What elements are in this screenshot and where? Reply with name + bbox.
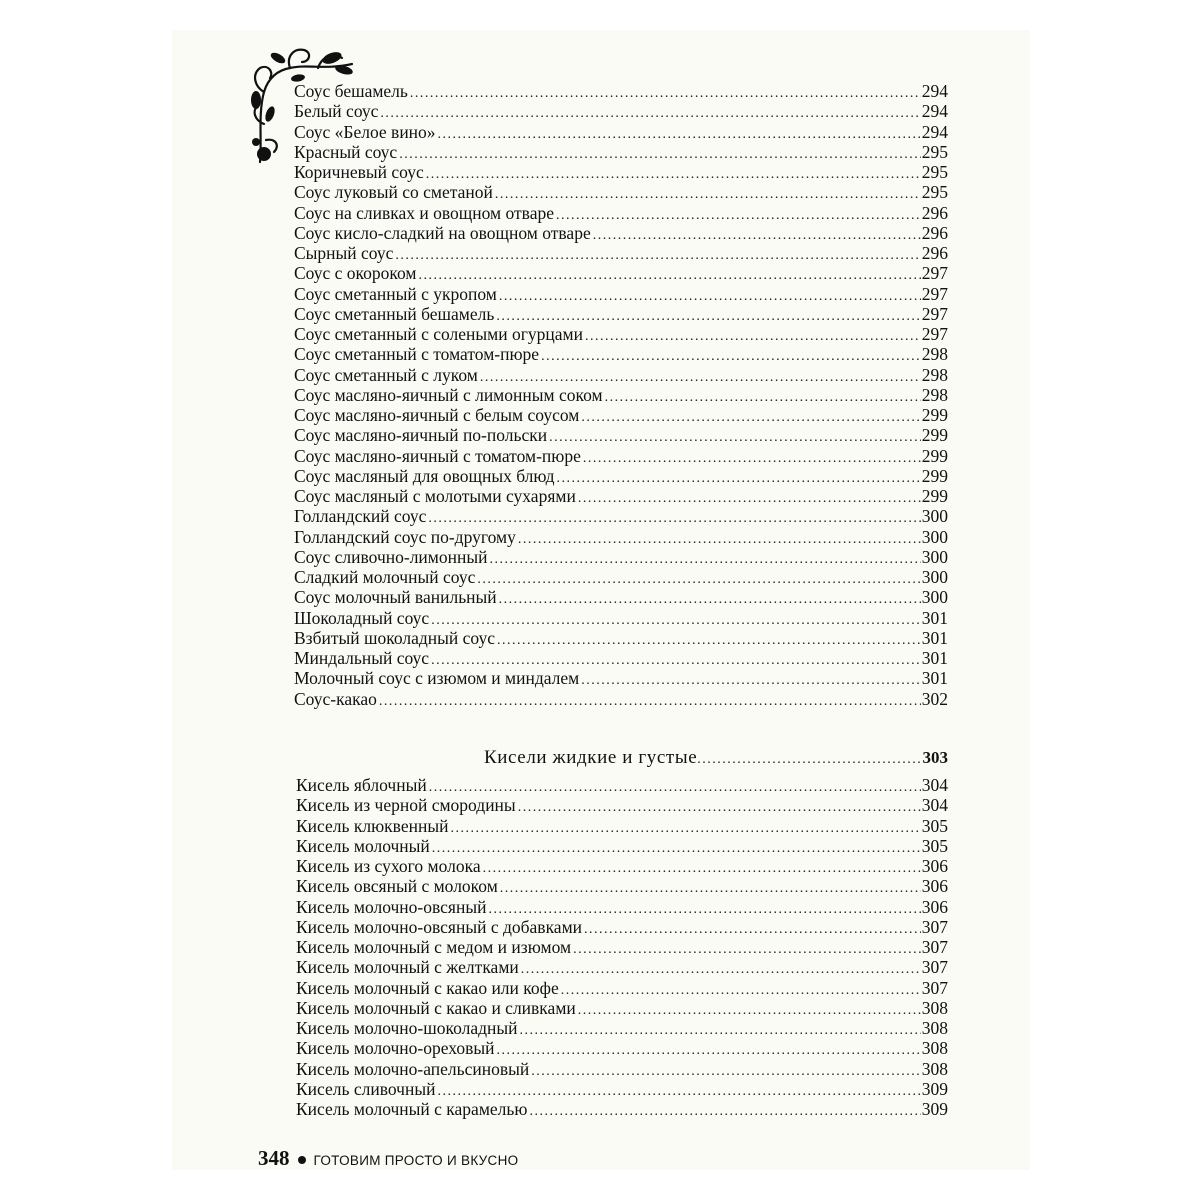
leader-dots	[380, 104, 920, 124]
toc-entry-page: 296	[921, 202, 948, 223]
toc-entry	[296, 1018, 948, 1038]
toc-entry	[296, 836, 948, 856]
toc-entry-title: Кисель молочный с карамелью	[296, 1099, 528, 1119]
toc-entry	[296, 876, 948, 896]
toc-entry	[294, 628, 948, 648]
toc-entry	[294, 284, 948, 304]
leader-dots	[584, 920, 921, 940]
leader-dots	[438, 125, 921, 145]
leader-dots	[541, 347, 921, 367]
toc-entry	[294, 223, 948, 243]
toc-entry	[294, 527, 948, 547]
leader-dots	[605, 388, 921, 408]
toc-entry	[294, 304, 948, 324]
toc-entry	[294, 101, 948, 121]
toc-entry	[294, 162, 948, 182]
toc-entry-page: 305	[921, 835, 948, 856]
toc-entry-title: Кисель молочный с медом и изюмом	[296, 937, 572, 957]
toc-entry-page: 294	[921, 101, 948, 122]
toc-entry-title: Кисель молочно-апельсиновый	[296, 1058, 530, 1079]
toc-entry	[294, 608, 948, 628]
toc-entry-page: 297	[921, 263, 948, 284]
leader-dots	[477, 570, 920, 590]
toc-entry-page: 294	[921, 121, 948, 142]
toc-entry-title: Миндальный соус	[294, 648, 430, 668]
toc-entry	[296, 1079, 948, 1099]
toc-entry-title: Соус масляно-яичный по-польски	[294, 425, 548, 446]
toc-entry	[294, 466, 948, 486]
toc-entry-title: Соус сметанный с томатом-пюре	[294, 344, 540, 365]
toc-entry	[296, 998, 948, 1018]
leader-dots	[697, 752, 922, 768]
leader-dots	[500, 879, 921, 899]
toc-entry-title: Кисель сливочный	[296, 1078, 436, 1099]
toc-entry-page: 307	[921, 977, 948, 998]
toc-entry-title: Соус кисло-сладкий на овощном отваре	[294, 222, 591, 243]
toc-entry-title: Кисель молочный с желтками	[296, 957, 519, 978]
toc-entry-page: 295	[921, 141, 948, 162]
toc-entry-page: 295	[921, 162, 948, 182]
toc-entry	[296, 1059, 948, 1079]
running-title: ГОТОВИМ ПРОСТО И ВКУСНО	[313, 1153, 519, 1168]
toc-entry	[294, 689, 948, 709]
leader-dots	[410, 84, 921, 104]
toc-entry	[294, 425, 948, 445]
toc-entry-title: Соус масляный для овощных блюд	[294, 465, 555, 486]
leader-dots	[578, 1001, 921, 1021]
toc-entry	[296, 978, 948, 998]
toc-entry-title: Кисель молочно-овсяный	[296, 896, 487, 917]
leader-dots	[531, 1062, 920, 1082]
toc-entry-page: 300	[921, 546, 948, 567]
toc-entry-title: Кисель молочно-ореховый	[296, 1038, 495, 1059]
leader-dots	[489, 550, 920, 570]
book-page	[172, 30, 1030, 1170]
leader-dots	[573, 940, 921, 960]
leader-dots	[497, 631, 921, 651]
toc-entry	[294, 81, 948, 101]
toc-entry-page: 296	[921, 243, 948, 263]
toc-entry-page: 295	[921, 182, 948, 203]
toc-entry-title: Соус сметанный с луком	[294, 364, 478, 385]
toc-entry-page: 300	[921, 526, 948, 547]
toc-entry-page: 302	[921, 688, 948, 709]
toc-entry-page: 300	[921, 587, 948, 608]
toc-entry-title: Соус масляно-яичный с лимонным соком	[294, 384, 603, 405]
toc-entry-page: 301	[921, 648, 948, 668]
toc-entry-page: 298	[921, 364, 948, 385]
toc-entry-page: 306	[921, 876, 948, 897]
toc-entry-title: Соус сметанный бешамель	[294, 303, 495, 324]
leader-dots	[585, 327, 921, 347]
toc-entry-page: 301	[921, 627, 948, 648]
toc-entry-title: Кисель овсяный с молоком	[296, 876, 498, 897]
leader-dots	[581, 671, 921, 691]
toc-entry-title: Кисель молочный	[296, 835, 430, 856]
toc-entry	[294, 587, 948, 607]
toc-entry	[294, 122, 948, 142]
toc-entry-page: 299	[921, 405, 948, 425]
toc-entry	[294, 648, 948, 668]
toc-entry	[294, 486, 948, 506]
toc-entry	[296, 917, 948, 937]
toc-entry-title: Соус масляный с молотыми сухарями	[294, 486, 576, 506]
leader-dots	[483, 859, 921, 879]
toc-entry	[296, 775, 948, 795]
toc-entry-title: Голландский соус	[294, 506, 427, 527]
toc-entry	[294, 547, 948, 567]
leader-dots	[549, 428, 921, 448]
toc-entry-title: Красный соус	[294, 141, 398, 162]
toc-entry-title: Белый соус	[294, 101, 379, 122]
toc-entry-page: 300	[921, 567, 948, 587]
toc-entry-page: 297	[921, 283, 948, 304]
toc-entry	[294, 203, 948, 223]
toc-entry-title: Молочный соус с изюмом и миндалем	[294, 668, 580, 689]
leader-dots	[556, 206, 921, 226]
toc-entry-page: 309	[921, 1078, 948, 1099]
leader-dots	[518, 798, 921, 818]
leader-dots	[399, 145, 921, 165]
toc-entry	[296, 957, 948, 977]
toc-entry-page: 309	[921, 1099, 948, 1119]
toc-entry	[294, 324, 948, 344]
toc-entry	[294, 506, 948, 526]
leader-dots	[529, 1102, 920, 1122]
toc-entry-title: Соус луковый со сметаной	[294, 182, 493, 203]
toc-entry-title: Голландский соус по-другому	[294, 526, 516, 547]
toc-entry-page: 308	[921, 1058, 948, 1079]
bullet-icon	[298, 1156, 306, 1164]
toc-entry	[296, 1038, 948, 1058]
toc-entry	[296, 856, 948, 876]
toc-entry-title: Кисель молочный с какао или кофе	[296, 977, 559, 998]
toc-entry-page: 301	[921, 607, 948, 628]
leader-dots	[581, 408, 920, 428]
page-number: 348	[258, 1146, 290, 1170]
leader-dots	[379, 692, 921, 712]
leader-dots	[495, 185, 921, 205]
leader-dots	[450, 819, 920, 839]
leader-dots	[499, 590, 921, 610]
leader-dots	[561, 981, 921, 1001]
toc-entry-title: Кисель из черной смородины	[296, 795, 516, 816]
toc-entry	[294, 365, 948, 385]
toc-entry	[296, 795, 948, 815]
toc-entry	[294, 567, 948, 587]
toc-entry-page: 300	[921, 506, 948, 527]
toc-entry-page: 299	[921, 445, 948, 466]
leader-dots	[432, 839, 921, 859]
toc-entry-page: 304	[921, 795, 948, 816]
toc-list-sauces	[294, 81, 948, 709]
leader-dots	[578, 489, 921, 509]
toc-entry-page: 306	[921, 896, 948, 917]
toc-entry	[294, 405, 948, 425]
toc-entry-title: Соус бешамель	[294, 81, 408, 101]
leader-dots	[497, 1041, 921, 1061]
toc-entry	[294, 668, 948, 688]
toc-entry-page: 304	[921, 775, 948, 795]
toc-list-kissels	[296, 775, 948, 1119]
toc-entry-title: Сладкий молочный соус	[294, 567, 476, 587]
toc-entry-page: 299	[921, 425, 948, 446]
toc-entry	[296, 1099, 948, 1119]
toc-entry-title: Шоколадный соус	[294, 607, 430, 628]
toc-entry	[296, 937, 948, 957]
leader-dots	[557, 469, 921, 489]
toc-entry-title: Соус масляно-яичный с томатом-пюре	[294, 445, 581, 466]
toc-entry-title: Соус масляно-яичный с белым соусом	[294, 405, 580, 425]
toc-entry-page: 307	[921, 937, 948, 957]
toc-entry	[294, 446, 948, 466]
toc-entry-page: 306	[921, 856, 948, 876]
toc-entry-page: 307	[921, 916, 948, 937]
leader-dots	[583, 449, 921, 469]
toc-entry	[294, 182, 948, 202]
toc-entry-title: Кисель из сухого молока	[296, 856, 481, 876]
toc-entry	[294, 243, 948, 263]
toc-entry-page: 297	[921, 324, 948, 344]
toc-entry-title: Соус с окороком	[294, 263, 417, 284]
section-title: Кисели жидкие и густые	[484, 747, 698, 768]
toc-entry	[296, 897, 948, 917]
toc-entry-page: 308	[921, 1038, 948, 1059]
toc-entry-page: 298	[921, 384, 948, 405]
section-heading	[484, 747, 948, 771]
toc-entry-title: Соус «Белое вино»	[294, 121, 436, 142]
toc-entry-page: 308	[921, 997, 948, 1018]
toc-entry-title: Сырный соус	[294, 243, 394, 263]
toc-entry	[294, 344, 948, 364]
toc-entry-page: 296	[921, 222, 948, 243]
leader-dots	[521, 960, 921, 980]
toc-entry	[294, 385, 948, 405]
toc-entry-title: Соус сливочно-лимонный	[294, 546, 488, 567]
leader-dots	[520, 1021, 921, 1041]
toc-entry-title: Соус сметанный с солеными огурцами	[294, 324, 583, 344]
toc-entry-page: 308	[921, 1018, 948, 1038]
leader-dots	[395, 246, 920, 266]
toc-entry-title: Соус на сливках и овощном отваре	[294, 202, 554, 223]
toc-entry-title: Коричневый соус	[294, 162, 424, 182]
toc-entry-title: Взбитый шоколадный соус	[294, 627, 495, 648]
leader-dots	[499, 287, 921, 307]
toc-entry-page: 298	[921, 344, 948, 365]
toc-entry-page: 299	[921, 486, 948, 506]
toc-entry-page: 305	[921, 815, 948, 836]
toc-entry-title: Кисель клюквенный	[296, 815, 449, 836]
toc-entry-title: Кисель молочно-шоколадный	[296, 1018, 518, 1038]
toc-entry-page: 297	[921, 303, 948, 324]
toc-entry-page: 299	[921, 465, 948, 486]
leader-dots	[426, 165, 921, 185]
toc-entry	[294, 142, 948, 162]
page-footer	[258, 1146, 518, 1171]
leader-dots	[431, 611, 921, 631]
toc-entry	[296, 816, 948, 836]
toc-entry-title: Кисель молочно-овсяный с добавками	[296, 916, 583, 937]
section-page-number: 303	[922, 748, 948, 767]
toc-entry-page: 301	[921, 668, 948, 689]
toc-entry-title: Соус-какао	[294, 688, 377, 709]
toc-entry-page: 294	[921, 81, 948, 101]
toc-entry	[294, 263, 948, 283]
toc-entry-title: Кисель яблочный	[296, 775, 427, 795]
toc-entry-title: Соус сметанный с укропом	[294, 283, 497, 304]
toc-entry-title: Кисель молочный с какао и сливками	[296, 997, 576, 1018]
toc-entry-title: Соус молочный ванильный	[294, 587, 497, 608]
leader-dots	[593, 226, 921, 246]
leader-dots	[518, 530, 921, 550]
toc-entry-page: 307	[921, 957, 948, 978]
